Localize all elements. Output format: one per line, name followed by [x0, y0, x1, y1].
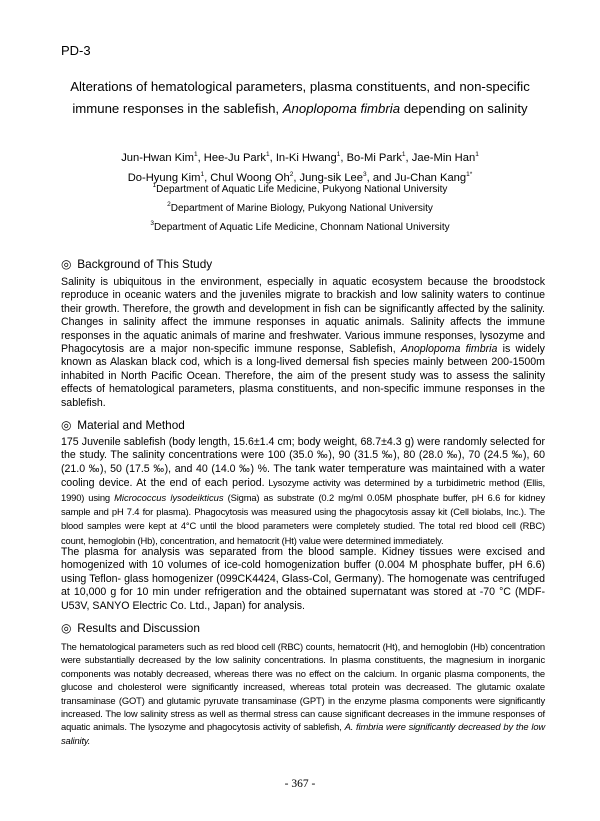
species-name: Anoplopoma fimbria [282, 101, 401, 116]
methods-paragraph-2: The plasma for analysis was separated from the blood sample. Kidney tissues were excised and homogenized with 10 volumes of ice-cold homogenization buffer (0.004 M phosphate buffer, pH 6.6) using Teflon- glass homogenizer (099CK4424, Glass-Col, Germany). The homogenate was centrifuged at 10,000 g for 10 min under refrigeration and the obtained supernatant was stored at -70 °C (MDF-U53V, SANYO Electric Co. Ltd., Japan) for analysis. [61, 546, 545, 612]
page-number: - 367 - [284, 778, 316, 790]
title-line-1: Alterations of hematological parameters, plasma constituents, and non-specific [70, 79, 530, 94]
section-marker-icon: ◎ [61, 621, 72, 635]
author-line-1: Jun-Hwan Kim$^1$, Hee-Ju Park$^1$, In-Ki Hwang$^1$, Bo-Mi Park$^1$, Jae-Min Han$^1$ [121, 151, 479, 164]
affiliation: $^1$Department of Aquatic Life Medicine, Pukyong National University [152, 182, 448, 195]
background-paragraph: Salinity is ubiquitous in the environment, especially in aquatic ecosystem because the broodstock reproduce in oceanic waters and the juveniles migrate to brackish and low salinity waters to continue their growth. Therefore, the growth and development in fish can be significantly affected by the salinity. Changes in salinity affect the immune responses in aquatic animals. Salinity affects the immune responses in the aquatic animals of marine and freshwater. Various immune responses, lysozyme and Phagocytosis are a major non-specific immune response, Sablefish, Anoplopoma fimbria is widely known as Alaskan black cod, which is a long-lived demersal fish species mainly between 200-1500m inhabited in North Pacific Ocean. Therefore, the aim of the present study was to assess the salinity effects of hematological parameters, plasma constituents, and non-specific immune responses in the sablefish. [61, 276, 545, 409]
author: Do-Hyung Kim [127, 172, 201, 184]
species-name: Anoplopoma fimbria [400, 343, 498, 356]
affiliation-list [60, 180, 540, 237]
author: and Ju-Chan Kang [372, 172, 467, 184]
author: Bo-Mi Park [346, 152, 402, 164]
section-marker-icon: ◎ [61, 257, 72, 271]
author-line-2: Do-Hyung Kim$^1$, Chul Woong Oh$^2$, Jung-sik Lee$^3$, and Ju-Chan Kang$^{1*}$ [127, 171, 473, 184]
author: Jun-Hwan Kim [121, 152, 194, 164]
section-heading-results: ◎ Results and Discussion [61, 621, 200, 635]
author: In-Ki Hwang [275, 152, 337, 164]
affiliation: $^2$Department of Marine Biology, Pukyong National University [167, 201, 433, 214]
author: Hee-Ju Park [203, 152, 266, 164]
session-code: PD-3 [61, 43, 91, 58]
author: Chul Woong Oh [210, 172, 290, 184]
affiliation: $^3$Department of Aquatic Life Medicine, Chonnam National University [150, 220, 450, 233]
title-line-2: immune responses in the sablefish, Anoplopoma fimbria depending on salinity [72, 101, 528, 116]
author: Jae-Min Han [411, 152, 476, 164]
author: Jung-sik Lee [299, 172, 363, 184]
results-paragraph: The hematological parameters such as red blood cell (RBC) counts, hematocrit (Ht), and hemoglobin (Hb) concentration were substantially decreased by the low salinity concentrations. In plasma constituents, the magnesium in inorganic components was notably decreased, whereas there was no effect on the calcium. In organic plasma components, the glucose and cholesterol were significantly increased, whereas total protein was decreased. The glutamic oxalate transaminase (GOT) and glutamic pyruvate transaminase (GPT) in the enzyme plasma components were significantly increased. The low salinity stress as well as thermal stress can cause significant decreases in the immune responses of aquatic animals. The lysozyme and phagocytosis activity of sablefish, A. fimbria were significantly decreased by the low salinity. [61, 641, 545, 746]
section-heading-methods: ◎ Material and Method [61, 418, 185, 432]
species-name: Micrococcus lysodeikticus [114, 491, 224, 503]
methods-paragraph-1: 175 Juvenile sablefish (body length, 15.6±1.4 cm; body weight, 68.7±4.3 g) were randomly selected for the study. The salinity concentrations were 100 (35.0 ‰), 90 (31.5 ‰), 80 (28.0 ‰), 70 (24.5 ‰), 60 (21.0 ‰), 50 (17.5 ‰), and 40 (14.0 ‰) %. The tank water temperature was maintained with a water cooling device. At the end of each period. Lysozyme activity was determined by a turbidimetric method (Ellis, 1990) using Micrococcus lysodeikticus (Sigma) as substrate (0.2 mg/ml 0.05M phosphate buffer, pH 6.6 for kidney sample and pH 7.4 for plasma). Phagocytosis was measured using the phagocytosis assay kit (Cell biolabs, Inc.). The blood samples were kept at 4°C until the blood parameters were completely studied. The total red blood cell (RBC) count, hemoglobin (Hb), concentration, and hematocrit (Ht) value were determined immediately. [61, 436, 546, 546]
section-marker-icon: ◎ [61, 418, 72, 432]
section-heading-background: ◎ Background of This Study [61, 257, 213, 271]
paper-title [60, 76, 540, 120]
